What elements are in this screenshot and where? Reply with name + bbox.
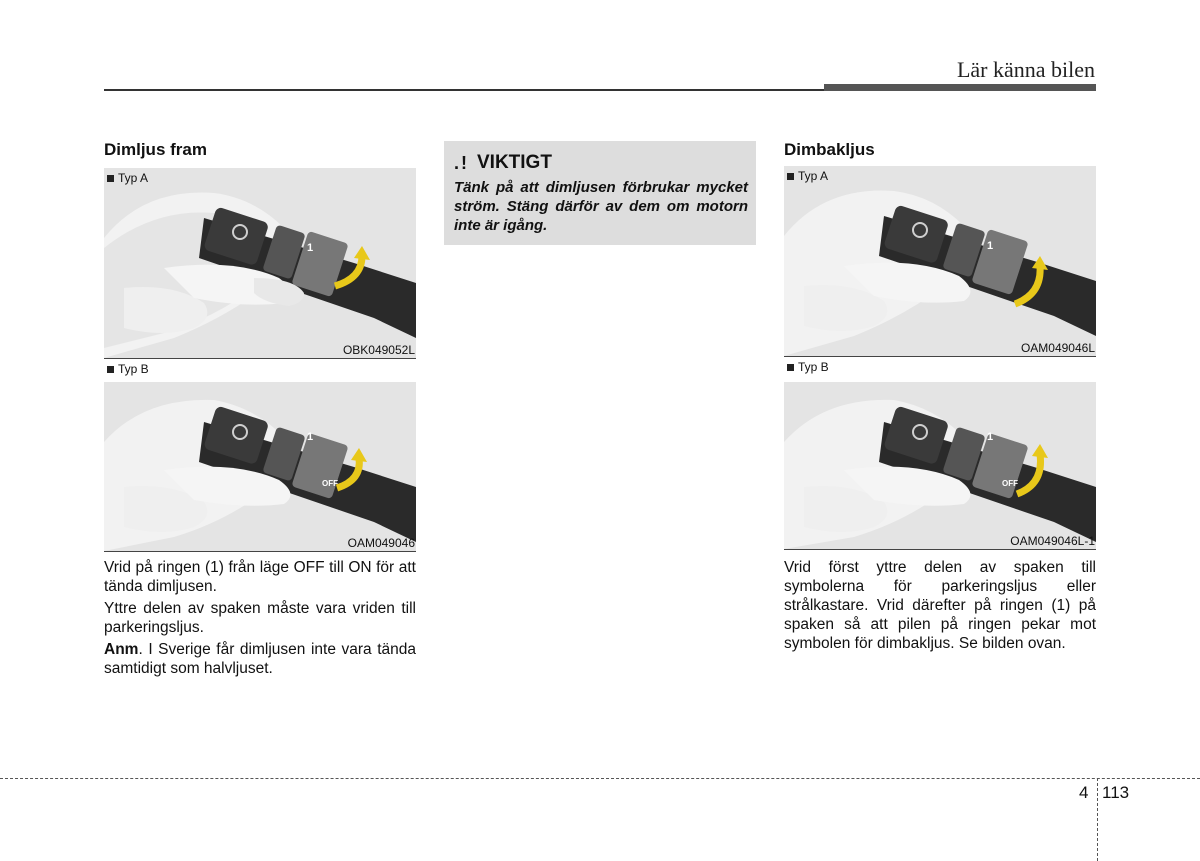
notice-text: Tänk på att dimljusen förbrukar mycket ström. Stäng därför av dem om motorn inte är igång. (454, 179, 748, 234)
section-heading-front-fog: Dimljus fram (104, 140, 207, 159)
figure-divider (784, 356, 1096, 357)
figure-divider (104, 551, 416, 552)
figure-rear-fog-type-b (784, 382, 1096, 549)
notice-title: .! VIKTIGT (454, 152, 552, 173)
section-heading-rear-fog: Dimbakljus (784, 140, 875, 159)
figure-code: OAM049046L (1020, 341, 1095, 355)
off-label: OFF (1002, 479, 1018, 488)
page-number: 113 (1102, 783, 1130, 802)
figure-label: Typ B (107, 362, 149, 376)
off-label: OFF (322, 479, 338, 488)
lever-illustration (784, 382, 1096, 549)
lever-illustration (784, 166, 1096, 356)
header-rule (104, 89, 824, 91)
figure-divider (784, 549, 1096, 550)
figure-front-fog-type-a (104, 168, 416, 358)
bullet-square-icon (787, 173, 794, 180)
ring-label: 1 (307, 242, 314, 254)
bullet-square-icon (787, 364, 794, 371)
chapter-title: Lär känna bilen (956, 57, 1095, 82)
figure-code: OAM049046 (347, 536, 415, 550)
header-rule-accent (824, 84, 1096, 91)
ring-label: 1 (987, 431, 994, 443)
lever-illustration (104, 168, 416, 358)
figure-code: OAM049046L-1 (1010, 534, 1095, 548)
figure-rear-fog-type-a (784, 166, 1096, 356)
footer-vertical-rule (1097, 778, 1098, 861)
ring-label: 1 (307, 431, 314, 443)
figure-label: Typ B (787, 360, 829, 374)
figure-code: OBK049052L (342, 343, 415, 357)
figure-divider (104, 358, 416, 359)
paragraph: Vrid på ringen (1) från läge OFF till ON för att tända dimljusen. (104, 559, 416, 595)
figure-label: Typ A (107, 171, 148, 185)
paragraph: Yttre delen av spaken måste vara vriden till parkeringsljus. (104, 600, 416, 636)
figure-label: Typ A (787, 169, 828, 183)
ring-label: 1 (987, 240, 994, 252)
paragraph-note: Anm. I Sverige får dimljusen inte vara tända samtidigt som halvljuset. (104, 641, 416, 677)
bullet-square-icon (107, 366, 114, 373)
lever-illustration (104, 382, 416, 551)
paragraph: Vrid först yttre delen av spaken till symbolerna för parkeringsljus eller strålkastare. Vrid därefter på ringen (1) på spaken så att pilen på ringen pekar mot symbolen för dimbakljus. Se bilden ovan. (784, 559, 1096, 652)
bullet-square-icon (107, 175, 114, 182)
chapter-number: 4 (1079, 783, 1089, 802)
warning-exclamation-icon: .! (454, 152, 469, 173)
figure-front-fog-type-b (104, 382, 416, 551)
footer-rule (0, 778, 1200, 779)
